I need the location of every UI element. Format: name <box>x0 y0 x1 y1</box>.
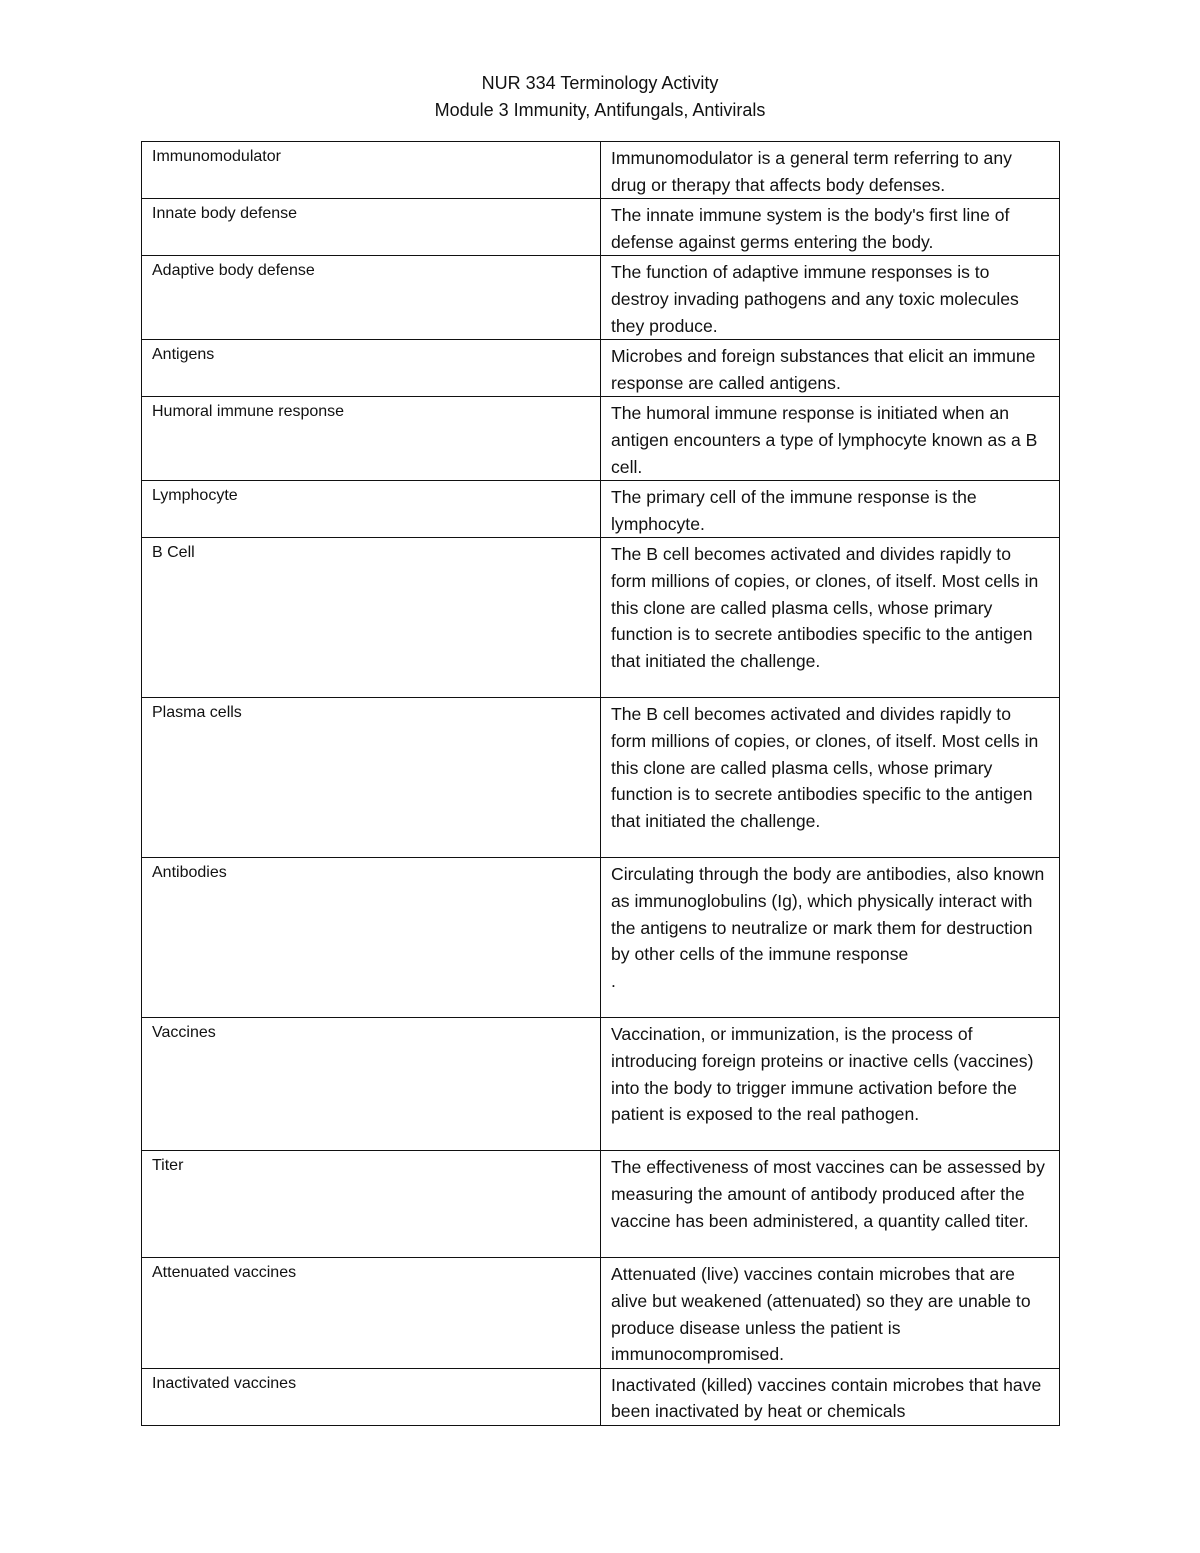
table-row <box>142 538 1060 698</box>
definition-cell: The B cell becomes activated and divides rapidly to form millions of copies, or clones, of itself. Most cells in this clone are called plasma cells, whose primary function is to secrete antibodies specific to the antigen that initiated the challenge. <box>601 538 1060 698</box>
definition-cell: Circulating through the body are antibodies, also known as immunoglobulins (Ig), which physically interact with the antigens to neutralize or mark them for destruction by other cells of the immune response . <box>601 858 1060 1018</box>
table-row <box>142 481 1060 538</box>
table-row <box>142 1151 1060 1258</box>
definition-cell: The effectiveness of most vaccines can be assessed by measuring the amount of antibody produced after the vaccine has been administered, a quantity called titer. <box>601 1151 1060 1258</box>
table-row <box>142 1368 1060 1425</box>
term-cell: Adaptive body defense <box>142 256 601 340</box>
definition-cell: The humoral immune response is initiated when an antigen encounters a type of lymphocyte known as a B cell. <box>601 397 1060 481</box>
term-cell: Humoral immune response <box>142 397 601 481</box>
term-cell: Inactivated vaccines <box>142 1368 601 1425</box>
definition-cell: The B cell becomes activated and divides rapidly to form millions of copies, or clones, of itself. Most cells in this clone are called plasma cells, whose primary function is to secrete antibodies specific to the antigen that initiated the challenge. <box>601 698 1060 858</box>
definition-cell: Attenuated (live) vaccines contain microbes that are alive but weakened (attenuated) so they are unable to produce disease unless the patient is immunocompromised. <box>601 1258 1060 1368</box>
document-subtitle: Module 3 Immunity, Antifungals, Antivirals <box>434 100 766 120</box>
table-row <box>142 698 1060 858</box>
document-header <box>0 70 1200 124</box>
table-row <box>142 1258 1060 1368</box>
term-cell: Titer <box>142 1151 601 1258</box>
definition-cell: The function of adaptive immune responses is to destroy invading pathogens and any toxic molecules they produce. <box>601 256 1060 340</box>
table-row <box>142 1018 1060 1151</box>
definition-cell: Immunomodulator is a general term referring to any drug or therapy that affects body defenses. <box>601 142 1060 199</box>
term-cell: B Cell <box>142 538 601 698</box>
definition-cell: Vaccination, or immunization, is the process of introducing foreign proteins or inactive cells (vaccines) into the body to trigger immune activation before the patient is exposed to the real pathogen. <box>601 1018 1060 1151</box>
table-row <box>142 142 1060 199</box>
term-cell: Innate body defense <box>142 199 601 256</box>
table-row <box>142 256 1060 340</box>
table-row <box>142 199 1060 256</box>
definition-cell: The innate immune system is the body's first line of defense against germs entering the body. <box>601 199 1060 256</box>
definition-cell: Microbes and foreign substances that elicit an immune response are called antigens. <box>601 340 1060 397</box>
table-row <box>142 397 1060 481</box>
definition-cell: Inactivated (killed) vaccines contain microbes that have been inactivated by heat or chemicals <box>601 1368 1060 1425</box>
table-row <box>142 340 1060 397</box>
table-row <box>142 858 1060 1018</box>
terminology-table <box>141 141 1060 1426</box>
term-cell: Antibodies <box>142 858 601 1018</box>
term-cell: Immunomodulator <box>142 142 601 199</box>
term-cell: Plasma cells <box>142 698 601 858</box>
term-cell: Vaccines <box>142 1018 601 1151</box>
document-title: NUR 334 Terminology Activity <box>481 73 719 93</box>
term-cell: Antigens <box>142 340 601 397</box>
term-cell: Lymphocyte <box>142 481 601 538</box>
term-cell: Attenuated vaccines <box>142 1258 601 1368</box>
definition-cell: The primary cell of the immune response is the lymphocyte. <box>601 481 1060 538</box>
